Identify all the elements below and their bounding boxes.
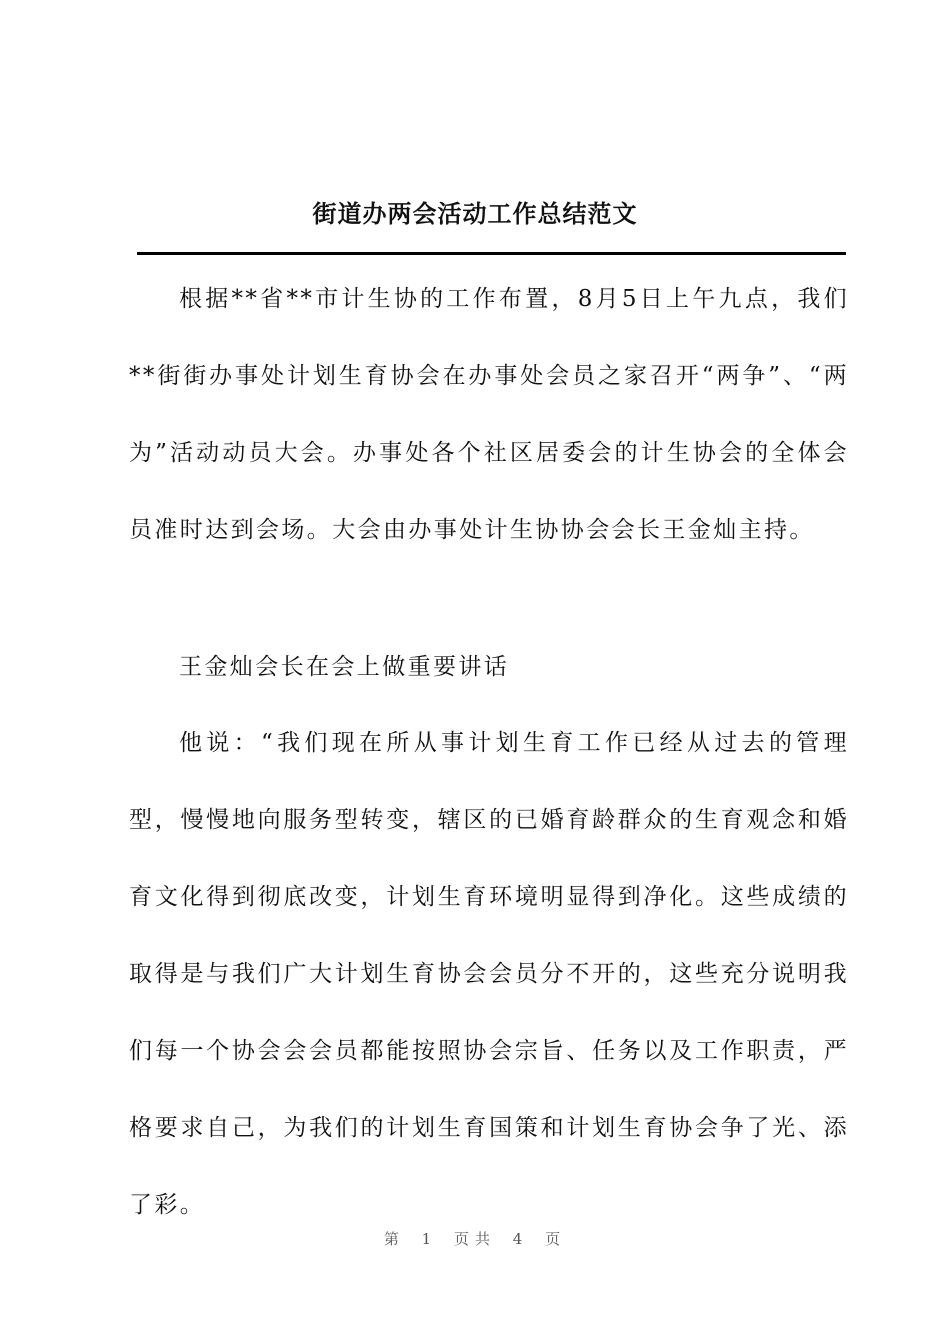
document-title: 街道办两会活动工作总结范文 <box>312 200 638 228</box>
paragraph-speech-content: 他说：“我们现在所从事计划生育工作已经从过去的管理型，慢慢地向服务型转变，辖区的已婚育龄群众的生育观念和婚育文化得到彻底改变，计划生育环境明显得到净化。这些成绩的取得是与我们广大计划生育协会会员分不开的，这些充分说明我们每一个协会会会员都能按照协会宗旨、任务以及工作职责，严格要求自己，为我们的计划生育国策和计划生育协会争了光、添了彩。 <box>129 730 849 1218</box>
page-footer: 第 1 页共 4 页 <box>383 1230 567 1248</box>
paragraph-speech-heading: 王金灿会长在会上做重要讲话 <box>179 654 510 680</box>
paragraph-intro: 根据**省**市计生协的工作布置，8月5日上午九点，我们**街街办事处计划生育协会在办事处会员之家召开“两争”、“两为”活动动员大会。办事处各个社区居委会的计生协会的全体会员准时达到会场。大会由办事处计生协协会会长王金灿主持。 <box>129 286 849 543</box>
title-divider <box>137 252 846 255</box>
